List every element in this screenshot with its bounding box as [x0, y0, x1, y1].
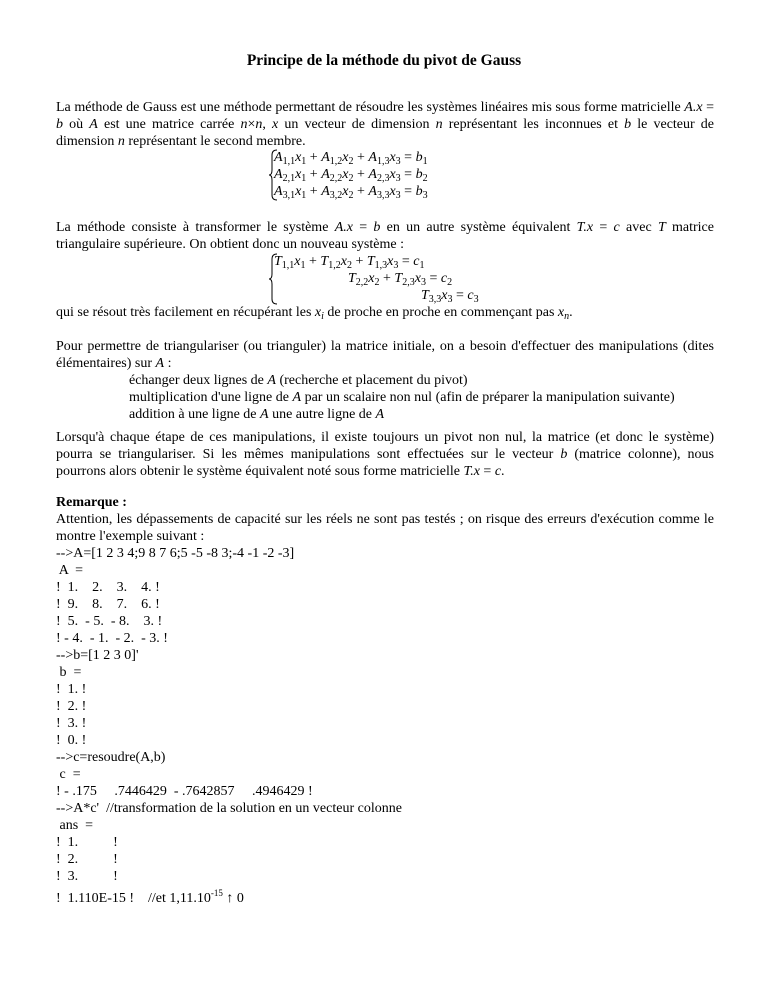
- code-line-last: ! 1.110E-15 ! //et $1,11.10^{-15}$ ↑ 0: [56, 888, 244, 906]
- manipulation-swap: échanger deux lignes de A (recherche et placement du pivot): [129, 373, 468, 388]
- page-title: Principe de la méthode du pivot de Gauss: [246, 52, 522, 69]
- manipulation-add: addition à une ligne de A une autre ligne de A: [129, 407, 385, 422]
- code-line: ans =: [56, 818, 94, 833]
- code-line: -->c=resoudre(A,b): [56, 750, 166, 765]
- code-line: ! 1. !: [56, 682, 87, 697]
- system-equation-3: $A_{3,1}x_1 + A_{3,2}x_2 + A_{3,3}x_3 = b_3$: [274, 184, 428, 201]
- code-line: ! 2. !: [56, 699, 87, 714]
- code-line: ! 3. !: [56, 869, 118, 884]
- scilab-session: [56, 545, 402, 907]
- manipulation-multiply: multiplication d'une ligne de A par un scalaire non nul (afin de préparer la manipulation suivante): [129, 390, 675, 405]
- system-equation-1: $A_{1,1}x_1 + A_{1,2}x_2 + A_{1,3}x_3 = b_1$: [274, 150, 428, 167]
- paragraph-triangularize: Lorsqu'à chaque étape de ces manipulations, il existe toujours un pivot non nul, la matrice (et donc le système) pourra se triangulariser. Si les mêmes manipulations sont effectuées sur le vecteur b (matrice colonne), nous pourrons alors obtenir le système équivalent noté sous forme matricielle T.x = c.: [56, 430, 714, 479]
- code-line: b =: [56, 665, 82, 680]
- paragraph-manipulations: Pour permettre de triangulariser (ou trianguler) la matrice initiale, on a besoin d'effectuer des manipulations (dites élémentaires) sur A :: [56, 339, 714, 371]
- code-line: ! 3. !: [56, 716, 87, 731]
- triangular-equation-2: $T_{2,2}x_2 + T_{2,3}x_3 = c_2$: [348, 271, 453, 288]
- code-line: ! - 4. - 1. - 2. - 3. !: [56, 631, 168, 646]
- code-line: ! 0. !: [56, 733, 87, 748]
- system-equation-2: $A_{2,1}x_1 + A_{2,2}x_2 + A_{2,3}x_3 = b_2$: [274, 167, 428, 184]
- code-line: c =: [56, 767, 81, 782]
- paragraph-intro: La méthode de Gauss est une méthode permettant de résoudre les systèmes linéaires mis sous forme matricielle A.x = b où A est une matrice carrée n×n, x un vecteur de dimension n représentant les inconnues et b le vecteur de dimension n représentant le second membre.: [56, 100, 715, 149]
- code-line: ! 1. !: [56, 835, 118, 850]
- code-line: -->A*c' //transformation de la solution en un vecteur colonne: [56, 801, 402, 816]
- remark-text: Attention, les dépassements de capacité sur les réels ne sont pas testés ; on risque des erreurs d'exécution comme le montre l'exemple suivant :: [56, 512, 714, 544]
- code-line: -->b=[1 2 3 0]': [56, 648, 139, 663]
- paragraph-method: La méthode consiste à transformer le système A.x = b en un autre système équivalent T.x = c avec T matrice triangulaire supérieure. On obtient donc un nouveau système :: [56, 220, 714, 252]
- code-line: A =: [56, 563, 83, 578]
- remark-heading: Remarque :: [56, 495, 127, 510]
- code-line: -->A=[1 2 3 4;9 8 7 6;5 -5 -8 3;-4 -1 -2 -3]: [56, 546, 295, 561]
- triangular-equation-1: $T_{1,1}x_1 + T_{1,2}x_2 + T_{1,3}x_3 = c_1$: [274, 254, 425, 271]
- code-line: ! 9. 8. 7. 6. !: [56, 597, 160, 612]
- code-line: ! 2. !: [56, 852, 118, 867]
- paragraph-resolution: qui se résout très facilement en récupérant les $x_i$ de proche en proche en commençant pas $x_n$.: [56, 305, 573, 322]
- code-line: ! - .175 .7446429 - .7642857 .4946429 !: [56, 784, 313, 799]
- code-line: ! 1. 2. 3. 4. !: [56, 580, 160, 595]
- triangular-equation-3: $T_{3,3}x_3 = c_3$: [421, 288, 479, 305]
- code-line: ! 5. - 5. - 8. 3. !: [56, 614, 163, 629]
